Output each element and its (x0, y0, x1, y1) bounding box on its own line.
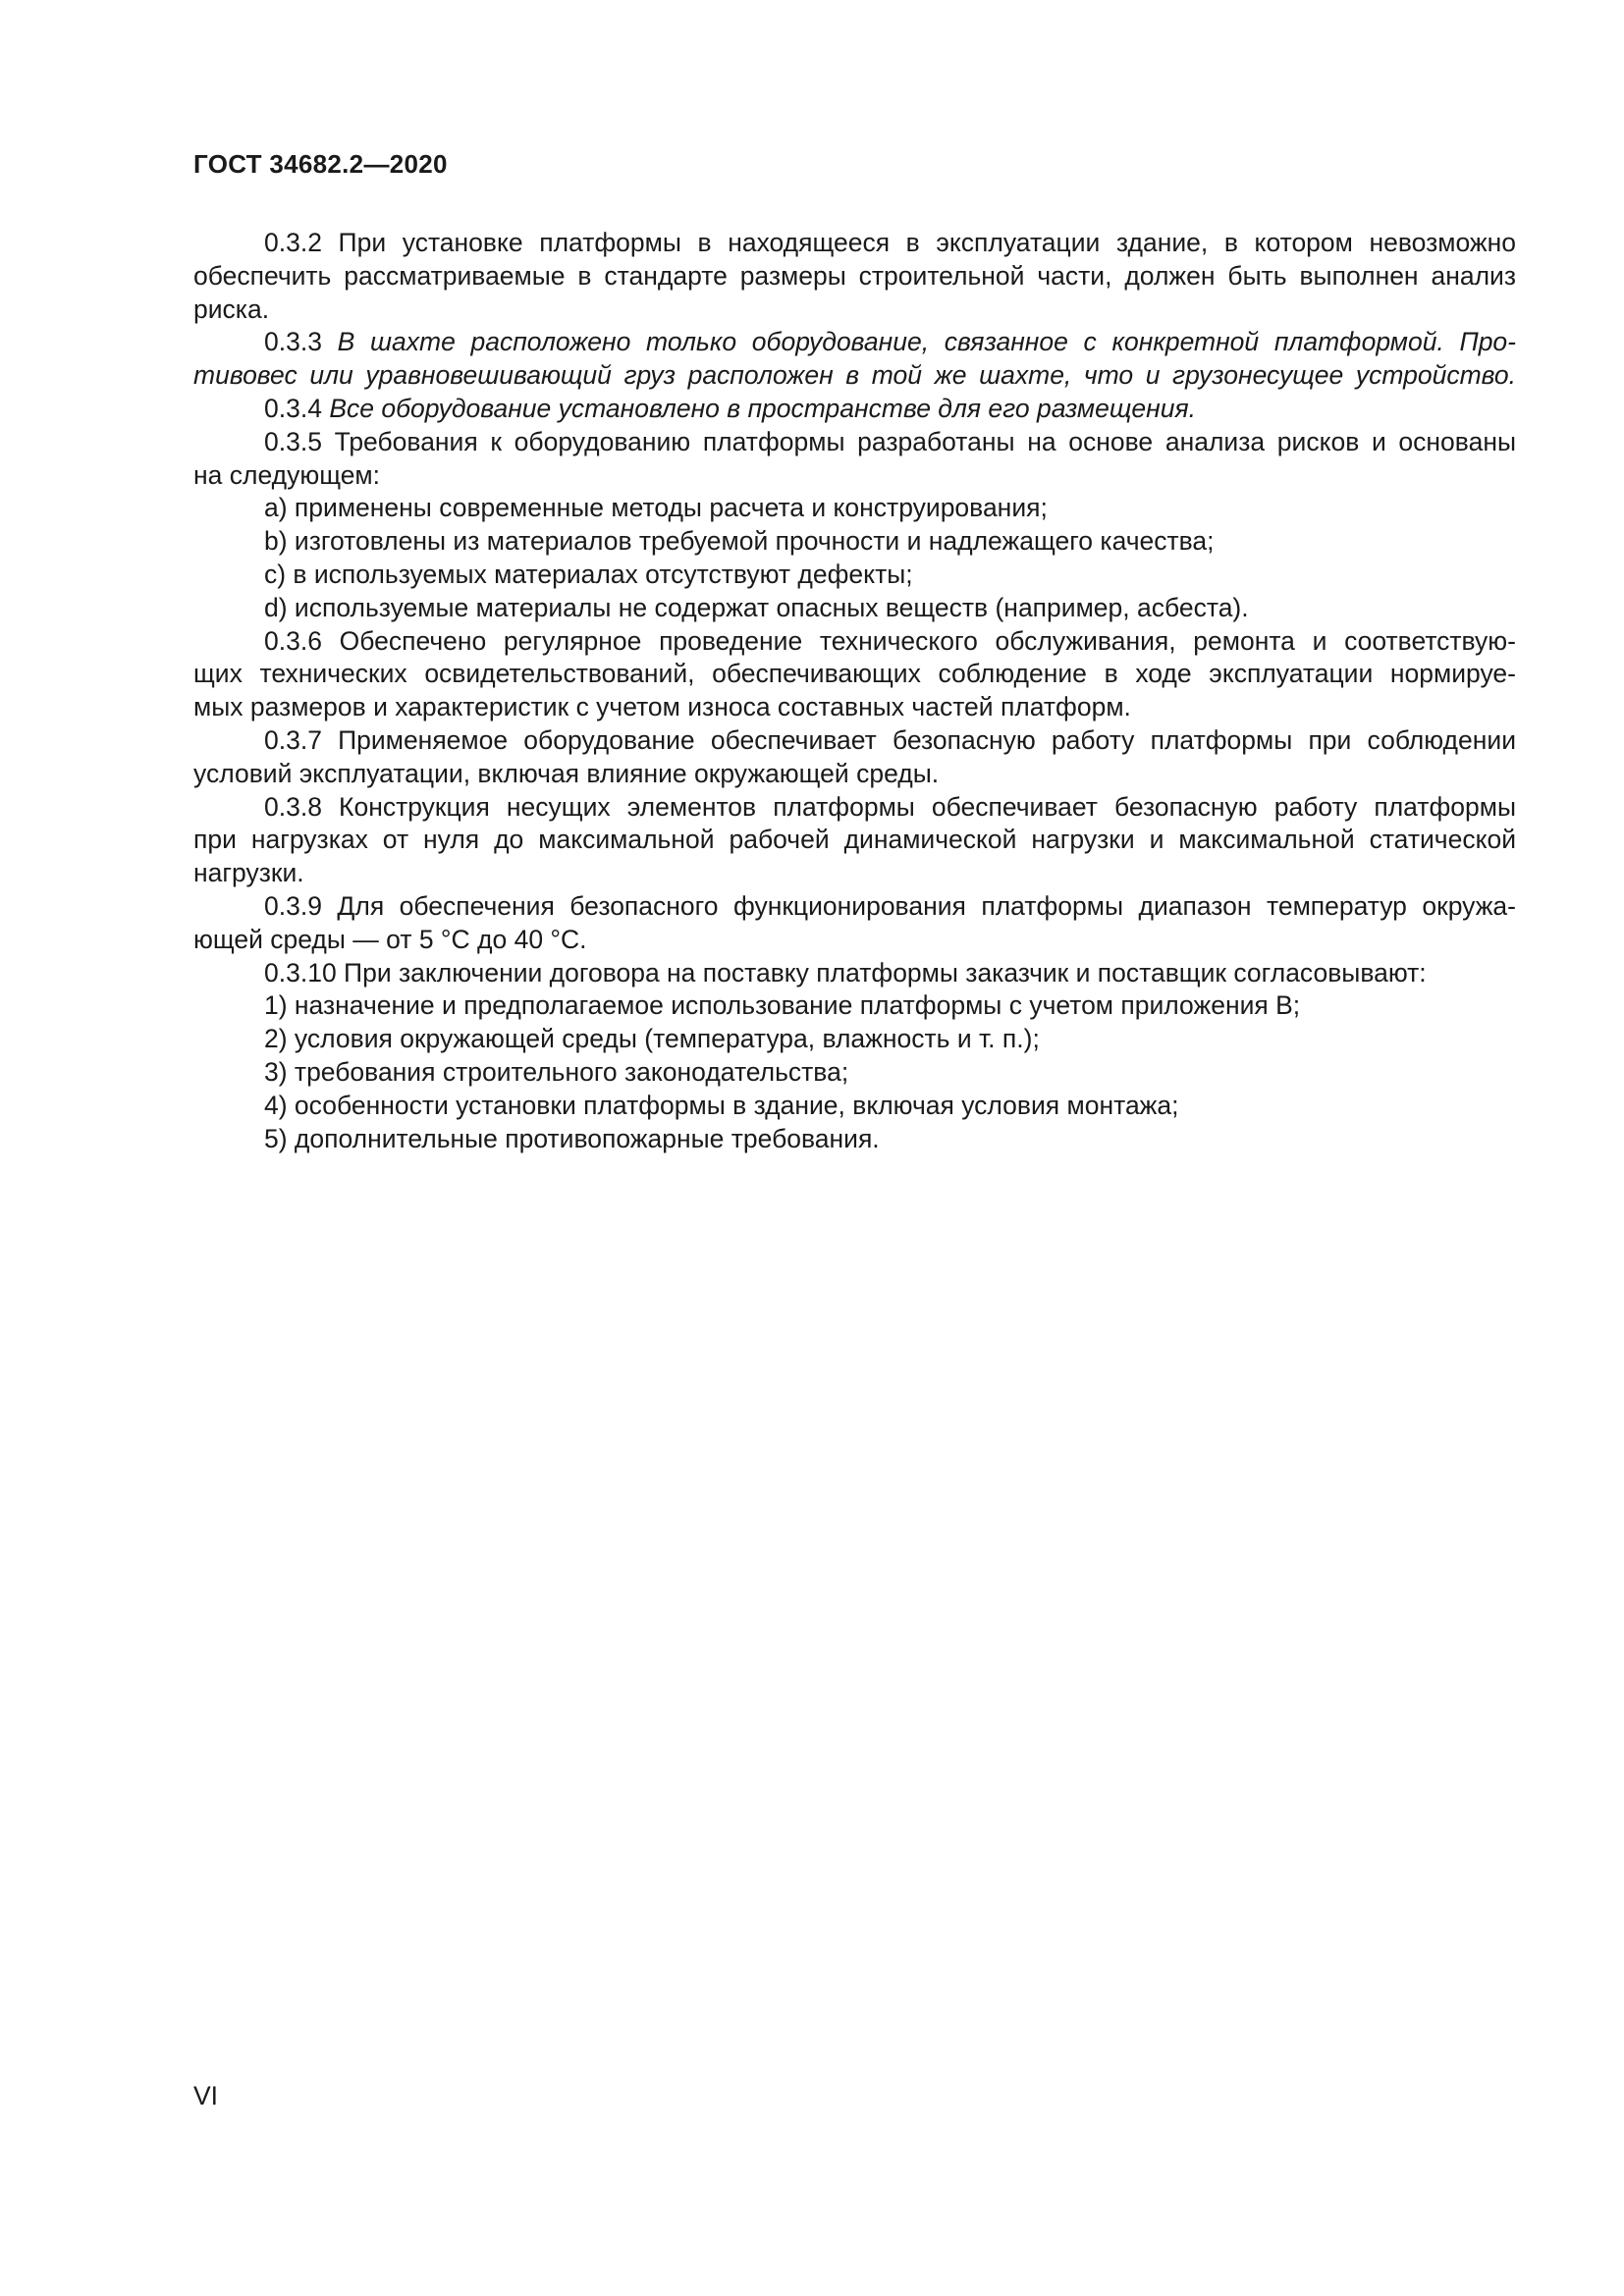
list-item: 3) требования строительного законодательства; (264, 1056, 849, 1087)
paragraph-0-3-3 (193, 326, 1516, 393)
paragraph-line: условий эксплуатации, включая влияние окружающей среды. (193, 758, 940, 788)
paragraph-0-3-7 (193, 724, 1516, 791)
paragraph-line: риска. (193, 294, 270, 324)
paragraph-line: тивовес или уравновешивающий груз расположен в той же шахте, что и грузонесущее устройство. (193, 360, 1516, 391)
paragraph-line: при нагрузках от нуля до максимальной рабочей динамической нагрузки и максимальной статической (193, 825, 1516, 855)
paragraph-line: 0.3.9 Для обеспечения безопасного функционирования платформы диапазон температур окружа- (264, 890, 1516, 921)
paragraph-line: 0.3.10 При заключении договора на поставку платформы заказчик и поставщик согласовывают: (264, 957, 1427, 988)
paragraph-line: 0.3.5 Требования к оборудованию платформы разработаны на основе анализа рисков и основаны (264, 426, 1516, 456)
paragraph-0-3-2 (193, 227, 1516, 326)
list-item: а) применены современные методы расчета и конструирования; (264, 493, 1048, 523)
paragraph-line: на следующем: (193, 459, 381, 490)
numbered-list (193, 989, 1516, 1155)
lettered-list (193, 492, 1516, 624)
paragraph-line: нагрузки. (193, 858, 304, 888)
paragraph-0-3-9 (193, 890, 1516, 957)
paragraph-line: 0.3.8 Конструкция несущих элементов платформы обеспечивает безопасную работу платформы (264, 791, 1516, 822)
paragraph-line: мых размеров и характеристик с учетом износа составных частей платформ. (193, 692, 1131, 722)
paragraph-line (193, 326, 1516, 359)
italic-text: Все оборудование установлено в пространстве для его размещения. (329, 393, 1196, 423)
paragraph-line: 0.3.7 Применяемое оборудование обеспечивает безопасную работу платформы при соблюдении (264, 724, 1516, 755)
document-body (193, 227, 1516, 1155)
document-header: ГОСТ 34682.2—2020 (193, 149, 448, 179)
list-item: 1) назначение и предполагаемое использование платформы с учетом приложения В; (264, 990, 1301, 1021)
paragraph-0-3-4 (193, 393, 1516, 426)
paragraph-0-3-8 (193, 791, 1516, 890)
list-item: 4) особенности установки платформы в здание, включая условия монтажа; (264, 1090, 1179, 1120)
paragraph-line (193, 393, 1516, 426)
list-item: c) в используемых материалах отсутствуют дефекты; (264, 559, 913, 589)
clause-number: 0.3.4 (264, 393, 330, 423)
paragraph-line: щих технических освидетельствований, обеспечивающих соблюдение в ходе эксплуатации нормируе- (193, 659, 1516, 689)
list-item: 2) условия окружающей среды (температура, влажность и т. п.); (264, 1024, 1040, 1054)
list-item: d) используемые материалы не содержат опасных веществ (например, асбеста). (264, 592, 1249, 622)
paragraph-line: ющей среды — от 5 °С до 40 °С. (193, 924, 587, 954)
list-item: b) изготовлены из материалов требуемой прочности и надлежащего качества; (264, 526, 1215, 557)
paragraph-line: обеспечить рассматриваемые в стандарте размеры строительной части, должен быть выполнен анализ (193, 260, 1516, 291)
italic-text: В шахте расположено только оборудование, связанное с конкретной платформой. Про- (337, 327, 1516, 357)
page-number: VI (193, 2081, 219, 2110)
paragraph-0-3-10 (193, 957, 1516, 990)
paragraph-0-3-6 (193, 625, 1516, 724)
list-item: 5) дополнительные противопожарные требования. (264, 1123, 880, 1153)
paragraph-line: 0.3.2 При установке платформы в находящееся в эксплуатации здание, в котором невозможно (264, 228, 1516, 257)
paragraph-line: 0.3.6 Обеспечено регулярное проведение технического обслуживания, ремонта и соответствую- (264, 625, 1516, 656)
paragraph-0-3-5 (193, 426, 1516, 493)
clause-number: 0.3.3 (264, 327, 338, 357)
